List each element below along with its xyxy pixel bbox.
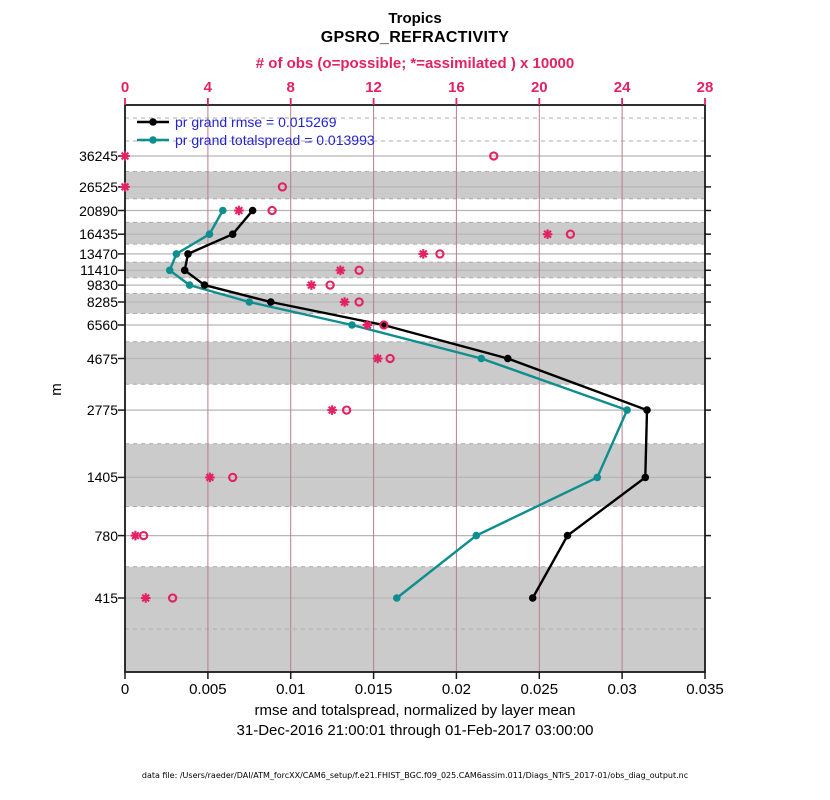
plot-title-region: Tropics bbox=[388, 10, 442, 27]
y-axis-tick-label: 1405 bbox=[86, 469, 118, 486]
y-axis-tick-label: 6560 bbox=[86, 317, 118, 333]
y-axis-tick-label: 415 bbox=[94, 590, 118, 606]
legend-sample-totalspread-line bbox=[136, 134, 170, 146]
top-axis-tick-label: 12 bbox=[365, 79, 382, 96]
top-axis-label: # of obs (o=possible; *=assimilated ) x 10000 bbox=[255, 55, 575, 72]
x-axis-tick-label: 0.035 bbox=[686, 681, 724, 698]
legend-label-rmse: pr grand rmse = 0.015269 bbox=[175, 114, 337, 130]
y-axis-tick-label: 8285 bbox=[86, 294, 118, 310]
legend-sample-rmse-line bbox=[136, 116, 170, 128]
x-axis-tick-label: 0 bbox=[120, 681, 130, 698]
y-axis-tick-label: 13470 bbox=[79, 245, 118, 262]
top-axis-tick-label: 8 bbox=[286, 79, 295, 96]
x-axis-tick-label: 0.03 bbox=[607, 681, 637, 698]
x-axis-label: rmse and totalspread, normalized by layer mean bbox=[254, 702, 576, 719]
y-axis-tick-label: 16435 bbox=[79, 226, 118, 243]
y-axis-tick-label: 11410 bbox=[80, 262, 118, 279]
y-axis-tick-label: 2775 bbox=[86, 402, 118, 419]
y-axis-tick-label: 20890 bbox=[79, 202, 118, 219]
y-axis-tick-label: 9830 bbox=[86, 277, 118, 294]
x-axis-tick-label: 0.015 bbox=[354, 681, 393, 698]
top-axis-tick-label: 0 bbox=[120, 79, 130, 96]
top-axis-tick-label: 28 bbox=[696, 79, 714, 96]
y-axis-tick-label: 4675 bbox=[86, 350, 118, 367]
legend-label-totalspread: pr grand totalspread = 0.013993 bbox=[175, 132, 375, 148]
top-axis-tick-label: 4 bbox=[203, 79, 213, 96]
y-axis-tick-label: 780 bbox=[94, 527, 118, 544]
y-axis-tick-label: 26525 bbox=[79, 178, 118, 195]
data-file-path: data file: /Users/raeder/DAI/ATM_forcXX/CAM6_setup/f.e21.FHIST_BGC.f09_025.CAM6assim.011/Diags_NTrS_2017-01/obs_diag_output.nc bbox=[141, 771, 689, 780]
x-axis-tick-label: 0.01 bbox=[276, 681, 306, 698]
plot-title-variable: GPSRO_REFRACTIVITY bbox=[320, 29, 510, 46]
top-axis-tick-label: 20 bbox=[530, 79, 548, 96]
y-axis-tick-label: 36245 bbox=[79, 148, 118, 164]
date-range-label: 31-Dec-2016 21:00:01 through 01-Feb-2017 03:00:00 bbox=[236, 722, 594, 739]
x-axis-tick-label: 0.005 bbox=[189, 681, 227, 698]
legend-item-totalspread bbox=[136, 132, 375, 148]
legend-item-rmse bbox=[136, 114, 337, 130]
x-axis-tick-label: 0.025 bbox=[520, 681, 559, 698]
top-axis-tick-label: 24 bbox=[613, 79, 631, 96]
y-axis-label: m bbox=[47, 383, 65, 396]
top-axis-tick-label: 16 bbox=[448, 79, 465, 96]
x-axis-tick-label: 0.02 bbox=[441, 681, 472, 698]
